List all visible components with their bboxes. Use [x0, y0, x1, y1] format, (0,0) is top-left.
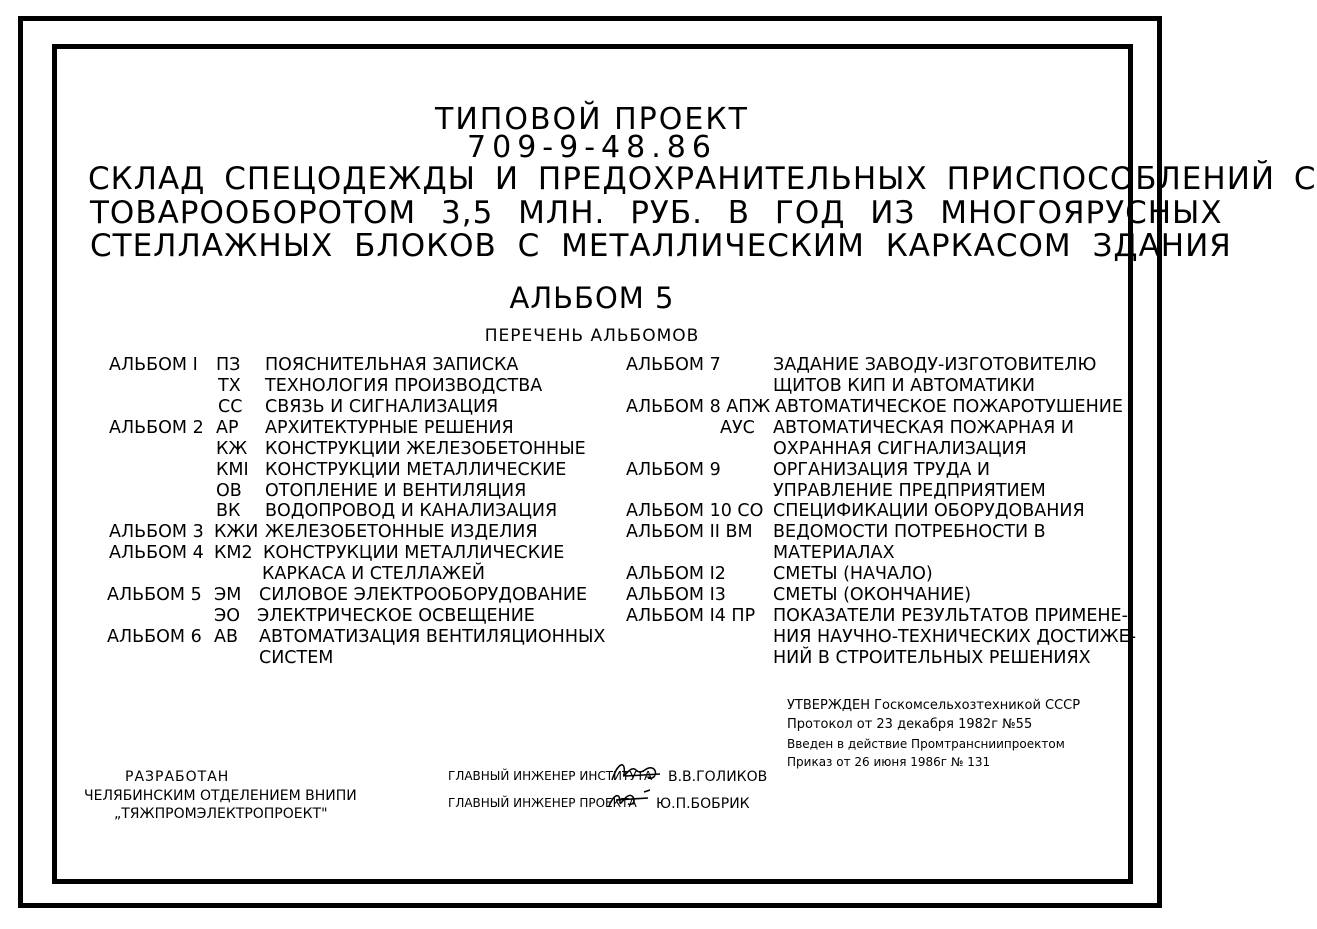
album-7-label: АЛЬБОМ 7	[626, 355, 721, 375]
album-14-title: ПОКАЗАТЕЛИ РЕЗУЛЬТАТОВ ПРИМЕНЕ-	[773, 606, 1128, 626]
album-3-label: АЛЬБОМ 3	[109, 522, 204, 542]
album-4-code-km2: КМ2	[214, 543, 253, 563]
album-2-title-vk: ВОДОПРОВОД И КАНАЛИЗАЦИЯ	[265, 501, 558, 521]
album-5-title-eo: ЭЛЕКТРИЧЕСКОЕ ОСВЕЩЕНИЕ	[257, 606, 535, 626]
bobrik-signature	[606, 786, 654, 812]
album-4-title-km2-cont: КАРКАСА И СТЕЛЛАЖЕЙ	[262, 564, 486, 584]
album-1-code-ss: СС	[218, 397, 243, 417]
album-2-code-ar: АР	[216, 418, 239, 438]
approval-line-4: Приказ от 26 июня 1986г № 131	[787, 755, 991, 769]
album-7-title: ЗАДАНИЕ ЗАВОДУ-ИЗГОТОВИТЕЛЮ	[773, 355, 1097, 375]
chief-project-label: ГЛАВНЫЙ ИНЖЕНЕР ПРОЕКТА	[448, 796, 637, 810]
approval-line-2: Протокол от 23 декабря 1982г №55	[787, 717, 1033, 732]
album-4-title-km2: КОНСТРУКЦИИ МЕТАЛЛИЧЕСКИЕ	[263, 543, 565, 563]
album-1-code-pz: ПЗ	[216, 355, 241, 375]
album-12-label: АЛЬБОМ I2	[626, 564, 726, 584]
album-11-label: АЛЬБОМ II ВМ	[626, 522, 753, 542]
album-8-code-aus: АУС	[720, 418, 755, 438]
album-1-title-tx: ТЕХНОЛОГИЯ ПРОИЗВОДСТВА	[265, 376, 543, 396]
album-9-title: ОРГАНИЗАЦИЯ ТРУДА И	[773, 460, 991, 480]
album-2-code-km1: КМI	[216, 460, 249, 480]
album-4-label: АЛЬБОМ 4	[109, 543, 204, 563]
album-5-label: АЛЬБОМ 5	[107, 585, 202, 605]
golikov-signature	[608, 756, 664, 786]
album-9-label: АЛЬБОМ 9	[626, 460, 721, 480]
album-13-title: СМЕТЫ (ОКОНЧАНИЕ)	[773, 585, 972, 605]
developer-line-2: ЧЕЛЯБИНСКИМ ОТДЕЛЕНИЕМ ВНИПИ	[84, 788, 357, 804]
album-6-title-av-cont: СИСТЕМ	[259, 648, 334, 668]
chief-project-name: Ю.П.БОБРИК	[656, 796, 750, 812]
album-1-label: АЛЬБОМ I	[109, 355, 198, 375]
header-line-4: ТОВАРООБОРОТОМ 3,5 МЛН. РУБ. В ГОД ИЗ МНОГОЯРУСНЫХ	[90, 195, 1223, 231]
album-9-title-cont: УПРАВЛЕНИЕ ПРЕДПРИЯТИЕМ	[773, 481, 1046, 501]
album-6-label: АЛЬБОМ 6	[107, 627, 202, 647]
album-1-title-ss: СВЯЗЬ И СИГНАЛИЗАЦИЯ	[265, 397, 499, 417]
approval-line-1: УТВЕРЖДЕН Госкомсельхозтехникой СССР	[787, 698, 1081, 713]
header-line-5: СТЕЛЛАЖНЫХ БЛОКОВ С МЕТАЛЛИЧЕСКИМ КАРКАСОМ ЗДАНИЯ	[90, 228, 1232, 264]
chief-institute-name: В.В.ГОЛИКОВ	[668, 769, 768, 785]
album-8-label: АЛЬБОМ 8 АПЖ	[626, 397, 771, 417]
header-line-3: СКЛАД СПЕЦОДЕЖДЫ И ПРЕДОХРАНИТЕЛЬНЫХ ПРИСПОСОБЛЕНИЙ С	[88, 161, 1317, 197]
album-6-title-av: АВТОМАТИЗАЦИЯ ВЕНТИЛЯЦИОННЫХ	[259, 627, 606, 647]
album-2-title-kzh: КОНСТРУКЦИИ ЖЕЛЕЗОБЕТОННЫЕ	[265, 439, 586, 459]
album-14-title-cont-2: НИЙ В СТРОИТЕЛЬНЫХ РЕШЕНИЯХ	[773, 648, 1091, 668]
album-2-label: АЛЬБОМ 2	[109, 418, 204, 438]
album-2-title-km1: КОНСТРУКЦИИ МЕТАЛЛИЧЕСКИЕ	[265, 460, 567, 480]
album-11-title: ВЕДОМОСТИ ПОТРЕБНОСТИ В	[773, 522, 1046, 542]
chief-institute-label: ГЛАВНЫЙ ИНЖЕНЕР ИНСТИТУТА	[448, 769, 653, 783]
album-14-label: АЛЬБОМ I4 ПР	[626, 606, 756, 626]
album-1-code-tx: ТХ	[218, 376, 241, 396]
album-8-title-aus: АВТОМАТИЧЕСКАЯ ПОЖАРНАЯ И	[773, 418, 1074, 438]
album-12-title: СМЕТЫ (НАЧАЛО)	[773, 564, 933, 584]
album-13-label: АЛЬБОМ I3	[626, 585, 726, 605]
album-2-title-ov: ОТОПЛЕНИЕ И ВЕНТИЛЯЦИЯ	[265, 481, 527, 501]
album-5-code-em: ЭМ	[214, 585, 242, 605]
album-7-title-cont: ЩИТОВ КИП И АВТОМАТИКИ	[773, 376, 1035, 396]
album-2-code-kzh: КЖ	[216, 439, 248, 459]
list-title: ПЕРЕЧЕНЬ АЛЬБОМОВ	[484, 326, 700, 346]
approval-line-3: Введен в действие Промтрансниипроектом	[787, 737, 1065, 751]
header-line-1: ТИПОВОЙ ПРОЕКТ	[435, 102, 749, 137]
album-10-label: АЛЬБОМ 10 СО	[626, 501, 764, 521]
album-3-title-kzhi: ЖЕЛЕЗОБЕТОННЫЕ ИЗДЕЛИЯ	[265, 522, 538, 542]
album-3-code-kzhi: КЖИ	[214, 522, 259, 542]
album-8-title: АВТОМАТИЧЕСКОЕ ПОЖАРОТУШЕНИЕ	[775, 397, 1123, 417]
album-6-code-av: АВ	[214, 627, 238, 647]
album-1-title-pz: ПОЯСНИТЕЛЬНАЯ ЗАПИСКА	[265, 355, 519, 375]
album-11-title-cont: МАТЕРИАЛАХ	[773, 543, 895, 563]
developer-line-1: РАЗРАБОТАН	[125, 769, 230, 785]
project-number: 709-9-48.86	[467, 130, 717, 165]
album-2-code-ov: ОВ	[216, 481, 242, 501]
album-2-code-vk: ВК	[216, 501, 241, 521]
album-8-title-aus-cont: ОХРАННАЯ СИГНАЛИЗАЦИЯ	[773, 439, 1027, 459]
album-5-code-eo: ЭО	[214, 606, 240, 626]
album-14-title-cont: НИЯ НАУЧНО-ТЕХНИЧЕСКИХ ДОСТИЖЕ-	[773, 627, 1137, 647]
album-10-title: СПЕЦИФИКАЦИИ ОБОРУДОВАНИЯ	[773, 501, 1085, 521]
developer-line-3: „ТЯЖПРОМЭЛЕКТРОПРОЕКТ"	[114, 806, 328, 822]
album-title: АЛЬБОМ 5	[509, 281, 675, 315]
album-5-title-em: СИЛОВОЕ ЭЛЕКТРООБОРУДОВАНИЕ	[259, 585, 588, 605]
album-2-title-ar: АРХИТЕКТУРНЫЕ РЕШЕНИЯ	[265, 418, 514, 438]
